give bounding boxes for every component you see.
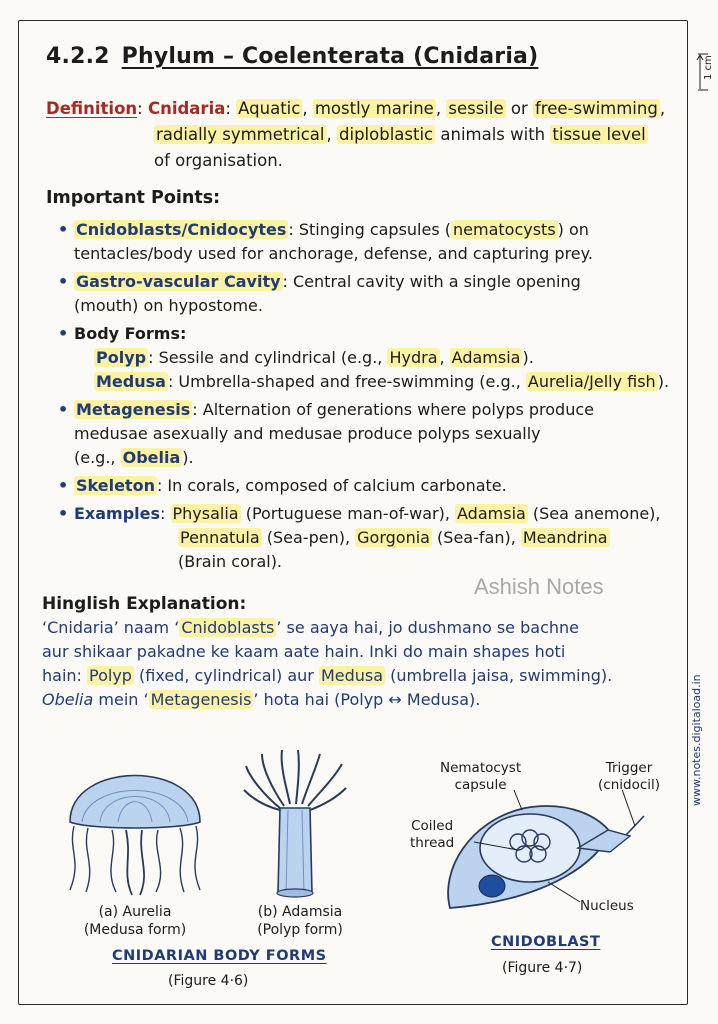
text: thread: [410, 835, 455, 851]
side-url: www.notes.digitaload.in: [690, 674, 703, 806]
important-points-list: [58, 218, 688, 578]
text: (Polyp form): [257, 922, 343, 938]
hl-adamsia-ex: Adamsia: [457, 504, 526, 523]
cnidoblast-drawing: [430, 790, 670, 920]
hl-sessile: sessile: [448, 99, 504, 118]
hl-obelia: Obelia: [122, 448, 181, 467]
label-trigger: [598, 760, 660, 794]
page-title: [46, 44, 538, 69]
text: (Medusa form): [83, 922, 187, 938]
text: (e.g.,: [74, 448, 121, 467]
hl-tissue-level: tissue level: [552, 125, 646, 144]
list-item: • Skeleton : In corals, composed of calcium carbonate.: [58, 476, 507, 495]
aurelia-caption: [70, 903, 200, 939]
text: Nematocyst: [440, 760, 522, 776]
important-points-heading: Important Points:: [46, 188, 221, 208]
hl-diploblastic: diploblastic: [339, 125, 434, 144]
text: medusae asexually and medusae produce polyps sexually: [74, 424, 541, 443]
aurelia-medusa-drawing: [60, 740, 210, 898]
adamsia-polyp-drawing: [240, 748, 350, 898]
cm-marker-label: 1 cm: [703, 55, 714, 80]
hl-radially-symmetrical: radially symmetrical: [156, 125, 325, 144]
text: (b) Adamsia: [257, 904, 343, 920]
text: : Umbrella-shaped and free-swimming (e.g.,: [167, 372, 526, 391]
definition-block: Definition: Cnidaria: Aquatic , mostly marine , sessile or free-swimming , radially symmetrical , diploblastic animals with tissue level of organisation.: [46, 99, 666, 170]
text: hain:: [42, 666, 88, 685]
text: capsule: [454, 777, 507, 793]
text: : Alternation of generations where polyps produce: [192, 400, 594, 419]
text: : In corals, composed of calcium carbonate.: [156, 476, 507, 495]
text: (umbrella jaisa, swimming).: [385, 666, 613, 685]
text: (Brain coral).: [178, 552, 283, 571]
text: Obelia: [42, 690, 94, 709]
text: ’ hota hai (Polyp ↔ Medusa).: [253, 690, 481, 709]
adamsia-caption: [240, 903, 360, 939]
definition-term: Cnidaria: [147, 99, 226, 118]
text: Coiled: [411, 818, 454, 834]
hl-physalia: Physalia: [172, 504, 239, 523]
list-item: • Examples: Physalia (Portuguese man-of-war), Adamsia (Sea anemone), Pennatula (Sea-pen), Gorgonia (Sea-fan), Meandrina (Brain coral).: [58, 502, 688, 574]
hl-polyp: Polyp: [89, 666, 132, 685]
label-nematocyst-capsule: [440, 760, 521, 794]
list-item: • Cnidoblasts/Cnidocytes : Stinging capsules ( nematocysts ) on tentacles/body used for anchorage, defense, and capturing prey.: [58, 218, 688, 266]
polyp-line: Polyp : Sessile and cylindrical (e.g., Hydra , Adamsia ).: [96, 348, 534, 367]
hl-pennatula: Pennatula: [180, 528, 260, 547]
term-examples: Examples: [74, 504, 161, 523]
hl-hydra: Hydra: [389, 348, 438, 367]
hl-metagenesis: Metagenesis: [150, 690, 252, 709]
def-organisation: of organisation.: [154, 151, 283, 170]
label-coiled-thread: [410, 818, 454, 852]
hinglish-heading: Hinglish Explanation:: [42, 594, 247, 614]
section-number: 4.2.2: [46, 44, 110, 69]
term-cnidoblasts: Cnidoblasts/Cnidocytes: [76, 220, 287, 239]
text: ‘Cnidaria’ naam ‘: [42, 618, 180, 637]
body-forms-figure-number: (Figure 4·6): [168, 973, 249, 989]
body-forms-figure-title: CNIDARIAN BODY FORMS: [112, 948, 327, 964]
title-text: Phylum – Coelenterata (Cnidaria): [121, 44, 539, 69]
text: (Sea-pen),: [261, 528, 356, 547]
text: : Central cavity with a single opening: [282, 272, 581, 291]
def-or: or: [510, 99, 528, 118]
medusa-line: Medusa : Umbrella-shaped and free-swimming (e.g., Aurelia/Jelly fish ).: [96, 372, 670, 391]
cnidoblast-figure-title: CNIDOBLAST: [491, 934, 601, 950]
term-gastro-vascular: Gastro-vascular Cavity: [76, 272, 281, 291]
hl-meandrina: Meandrina: [522, 528, 608, 547]
list-item: • Gastro-vascular Cavity : Central cavity with a single opening (mouth) on hypostome.: [58, 270, 688, 318]
hl-nematocysts: nematocysts: [453, 220, 556, 239]
hl-cnidoblasts: Cnidoblasts: [181, 618, 275, 637]
text: (Sea anemone),: [527, 504, 661, 523]
term-polyp: Polyp: [96, 348, 147, 367]
list-item: • Body Forms: Polyp : Sessile and cylindrical (e.g., Hydra , Adamsia ). Medusa : Umbrella-shaped and free-swimming (e.g., Aurelia/Jelly fish ).: [58, 322, 688, 394]
text: (Sea-fan),: [431, 528, 521, 547]
cnidoblast-figure-number: (Figure 4·7): [502, 960, 583, 976]
term-body-forms: Body Forms:: [74, 324, 187, 343]
text: (cnidocil): [598, 777, 661, 793]
text: (fixed, cylindrical) aur: [133, 666, 319, 685]
text: ’ se aaya hai, jo dushmano se bachne: [276, 618, 579, 637]
definition-label: Definition: [46, 99, 138, 118]
hl-mostly-marine: mostly marine: [314, 99, 434, 118]
text: aur shikaar pakadne ke kaam aate hain. Inki do main shapes hoti: [42, 642, 566, 661]
hinglish-text: [42, 616, 678, 712]
hl-gorgonia: Gorgonia: [357, 528, 430, 547]
text: (Portuguese man-of-war),: [240, 504, 456, 523]
text: tentacles/body used for anchorage, defense, and capturing prey.: [74, 244, 593, 263]
text: (mouth) on hypostome.: [74, 296, 263, 315]
term-medusa: Medusa: [96, 372, 166, 391]
text: ) on: [557, 220, 589, 239]
hl-medusa: Medusa: [320, 666, 384, 685]
hl-aurelia: Aurelia/Jelly fish: [527, 372, 656, 391]
hl-adamsia: Adamsia: [451, 348, 521, 367]
hl-aquatic: Aquatic: [238, 99, 301, 118]
term-skeleton: Skeleton: [76, 476, 155, 495]
list-item: • Metagenesis : Alternation of generations where polyps produce medusae asexually and medusae produce polyps sexually (e.g., Obelia ).: [58, 398, 688, 470]
watermark: Ashish Notes: [474, 574, 604, 599]
text: Trigger: [605, 760, 653, 776]
text: ).: [182, 448, 194, 467]
text: mein ‘: [93, 690, 149, 709]
text: (a) Aurelia: [98, 904, 172, 920]
text: : Stinging capsules (: [288, 220, 452, 239]
text: : Sessile and cylindrical (e.g.,: [148, 348, 388, 367]
def-animals-with: animals with: [440, 125, 546, 144]
label-nucleus: Nucleus: [580, 898, 634, 914]
hl-free-swimming: free-swimming: [535, 99, 658, 118]
term-metagenesis: Metagenesis: [76, 400, 191, 419]
